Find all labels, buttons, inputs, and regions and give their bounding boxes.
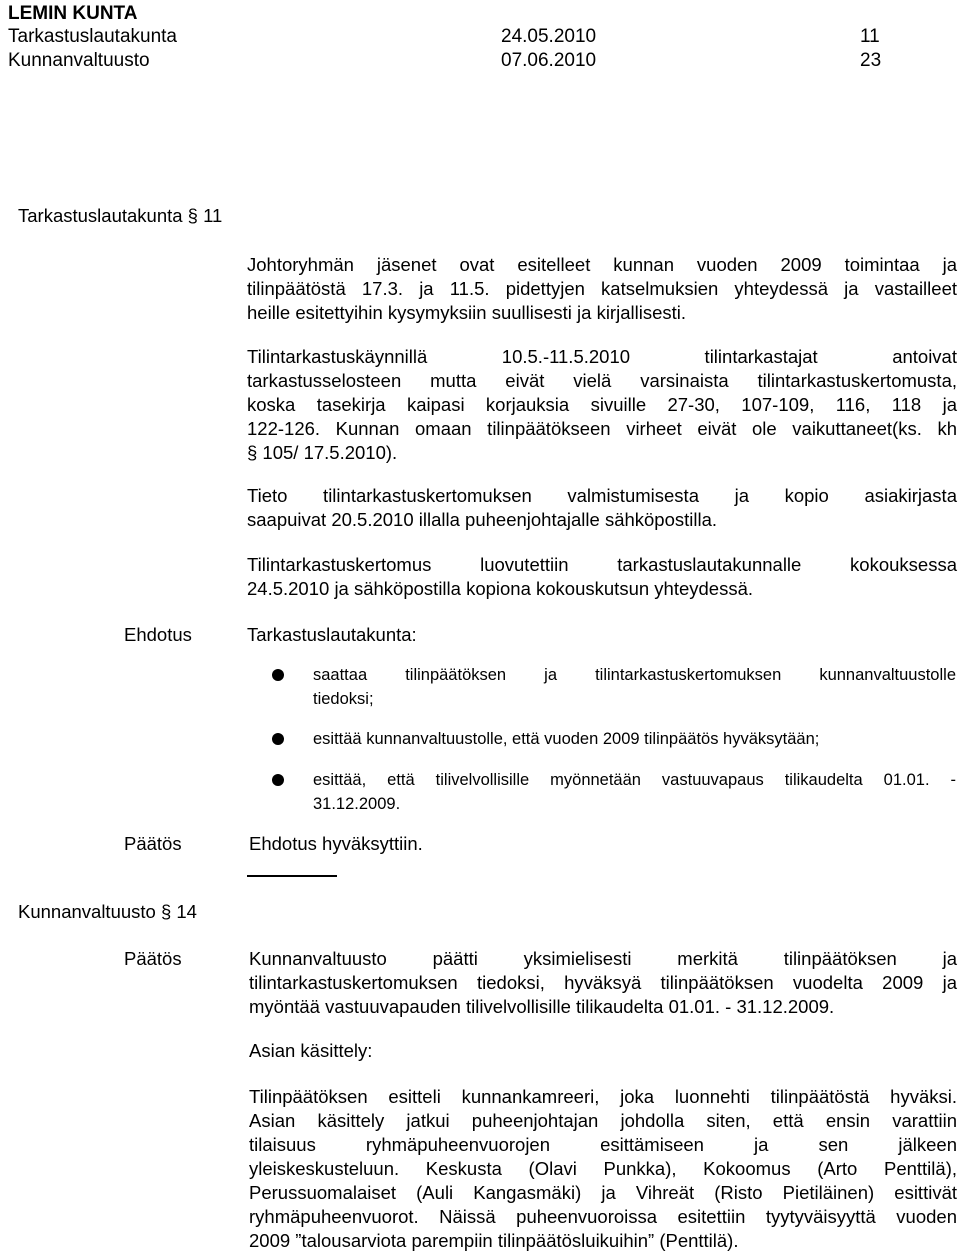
text-line: saapuivat 20.5.2010 illalla puheenjohtajalle sähköpostilla. — [247, 509, 718, 530]
header-date-1: 24.05.2010 — [501, 26, 597, 47]
text-line: Kunnanvaltuusto päätti yksimielisesti merkitä tilinpäätöksen ja — [249, 948, 957, 969]
text-line: 24.5.2010 ja sähköpostilla kopiona kokouskutsun yhteydessä. — [247, 578, 754, 599]
text-line: tilinpäätöstä 17.3. ja 11.5. pidettyjen katselmuksien yhteydessä ja vastailleet — [247, 278, 957, 299]
text-line: § 105/ 17.5.2010). — [247, 442, 398, 463]
paragraph-report-received — [247, 484, 957, 532]
section-heading-tarkastuslautakunta: Tarkastuslautakunta § 11 — [18, 205, 223, 226]
section-heading-kunnanvaltuusto: Kunnanvaltuusto § 14 — [18, 901, 197, 922]
council-decision — [249, 947, 957, 1019]
decision-text: Ehdotus hyväksyttiin. — [249, 833, 423, 854]
paragraph-presentations — [247, 253, 957, 325]
proposal-item-1 — [313, 663, 956, 711]
handling-label: Asian käsittely: — [249, 1040, 373, 1061]
bullet-icon — [272, 733, 284, 745]
text-line: 122-126. Kunnan omaan tilinpäätökseen virheet eivät ole vaikuttaneet(ks. kh — [247, 418, 957, 439]
bullet-icon — [272, 774, 284, 786]
text-line: heille esitettyihin kysymyksiin suullisesti ja kirjallisesti. — [247, 302, 686, 323]
proposal-label: Ehdotus — [124, 624, 192, 645]
text-line: tilintarkastuskertomuksen tiedoksi, hyväksyä tilinpäätöksen vuodelta 2009 ja — [249, 972, 957, 993]
municipality-name: LEMIN KUNTA — [8, 3, 138, 24]
text-line: saattaa tilinpäätöksen ja tilintarkastuskertomuksen kunnanvaltuustolle — [313, 666, 956, 684]
header-body-1: Tarkastuslautakunta — [8, 26, 177, 47]
paragraph-audit-visit — [247, 345, 957, 465]
text-line: Tilinpäätöksen esitteli kunnankamreeri, joka luonnehti tilinpäätöstä hyväksi. — [249, 1086, 957, 1107]
text-line: Tilintarkastuskertomus luovutettiin tarkastuslautakunnalle kokouksessa — [247, 554, 957, 575]
proposal-item-2: esittää kunnanvaltuustolle, että vuoden 2009 tilinpäätös hyväksytään; — [313, 730, 820, 748]
text-line: 2009 ”talousarviota parempiin tilinpäätösluikuihin” (Penttilä). — [249, 1230, 739, 1251]
text-line: Tilintarkastuskäynnillä 10.5.-11.5.2010 tilintarkastajat antoivat — [247, 346, 957, 367]
decision-label: Päätös — [124, 833, 182, 854]
text-line: ryhmäpuheenvuorot. Näissä puheenvuoroissa esitettiin tyytyväisyyttä vuoden — [249, 1206, 957, 1227]
bullet-icon — [272, 669, 284, 681]
header-body-2: Kunnanvaltuusto — [8, 50, 150, 71]
text-line: tiedoksi; — [313, 690, 374, 708]
text-line: Tieto tilintarkastuskertomuksen valmistumisesta ja kopio asiakirjasta — [247, 485, 957, 506]
text-line: myöntää vastuuvapauden tilivelvollisille tilikaudelta 01.01. - 31.12.2009. — [249, 996, 835, 1017]
text-line: Perussuomalaiset (Auli Kangasmäki) ja Vihreät (Risto Pietiläinen) esittivät — [249, 1182, 957, 1203]
text-line: esittää, että tilivelvollisille myönnetään vastuuvapaus tilikaudelta 01.01. - — [313, 771, 956, 789]
header-date-2: 07.06.2010 — [501, 50, 597, 71]
text-line: 31.12.2009. — [313, 795, 401, 813]
proposal-intro: Tarkastuslautakunta: — [247, 624, 417, 645]
handling-text — [249, 1085, 957, 1253]
proposal-item-3 — [313, 768, 956, 816]
text-line: yleiskeskusteluun. Keskusta (Olavi Punkka), Kokoomus (Arto Penttilä), — [249, 1158, 957, 1179]
header-page-2: 23 — [860, 50, 882, 71]
paragraph-report-delivered — [247, 553, 957, 601]
text-line: Asian käsittely jatkui puheenjohtajan johdolla siten, että ensin varattiin — [249, 1110, 957, 1131]
text-line: tilaisuus ryhmäpuheenvuorojen esittämiseen ja sen jälkeen — [249, 1134, 957, 1155]
header-page-1: 11 — [860, 26, 880, 47]
text-line: koska tasekirja kaipasi korjauksia sivuille 27-30, 107-109, 116, 118 ja — [247, 394, 957, 415]
divider — [247, 875, 337, 877]
decision-label: Päätös — [124, 948, 182, 969]
text-line: tarkastusselosteen mutta eivät vielä varsinaista tilintarkastuskertomusta, — [247, 370, 957, 391]
text-line: Johtoryhmän jäsenet ovat esitelleet kunnan vuoden 2009 toimintaa ja — [247, 254, 957, 275]
